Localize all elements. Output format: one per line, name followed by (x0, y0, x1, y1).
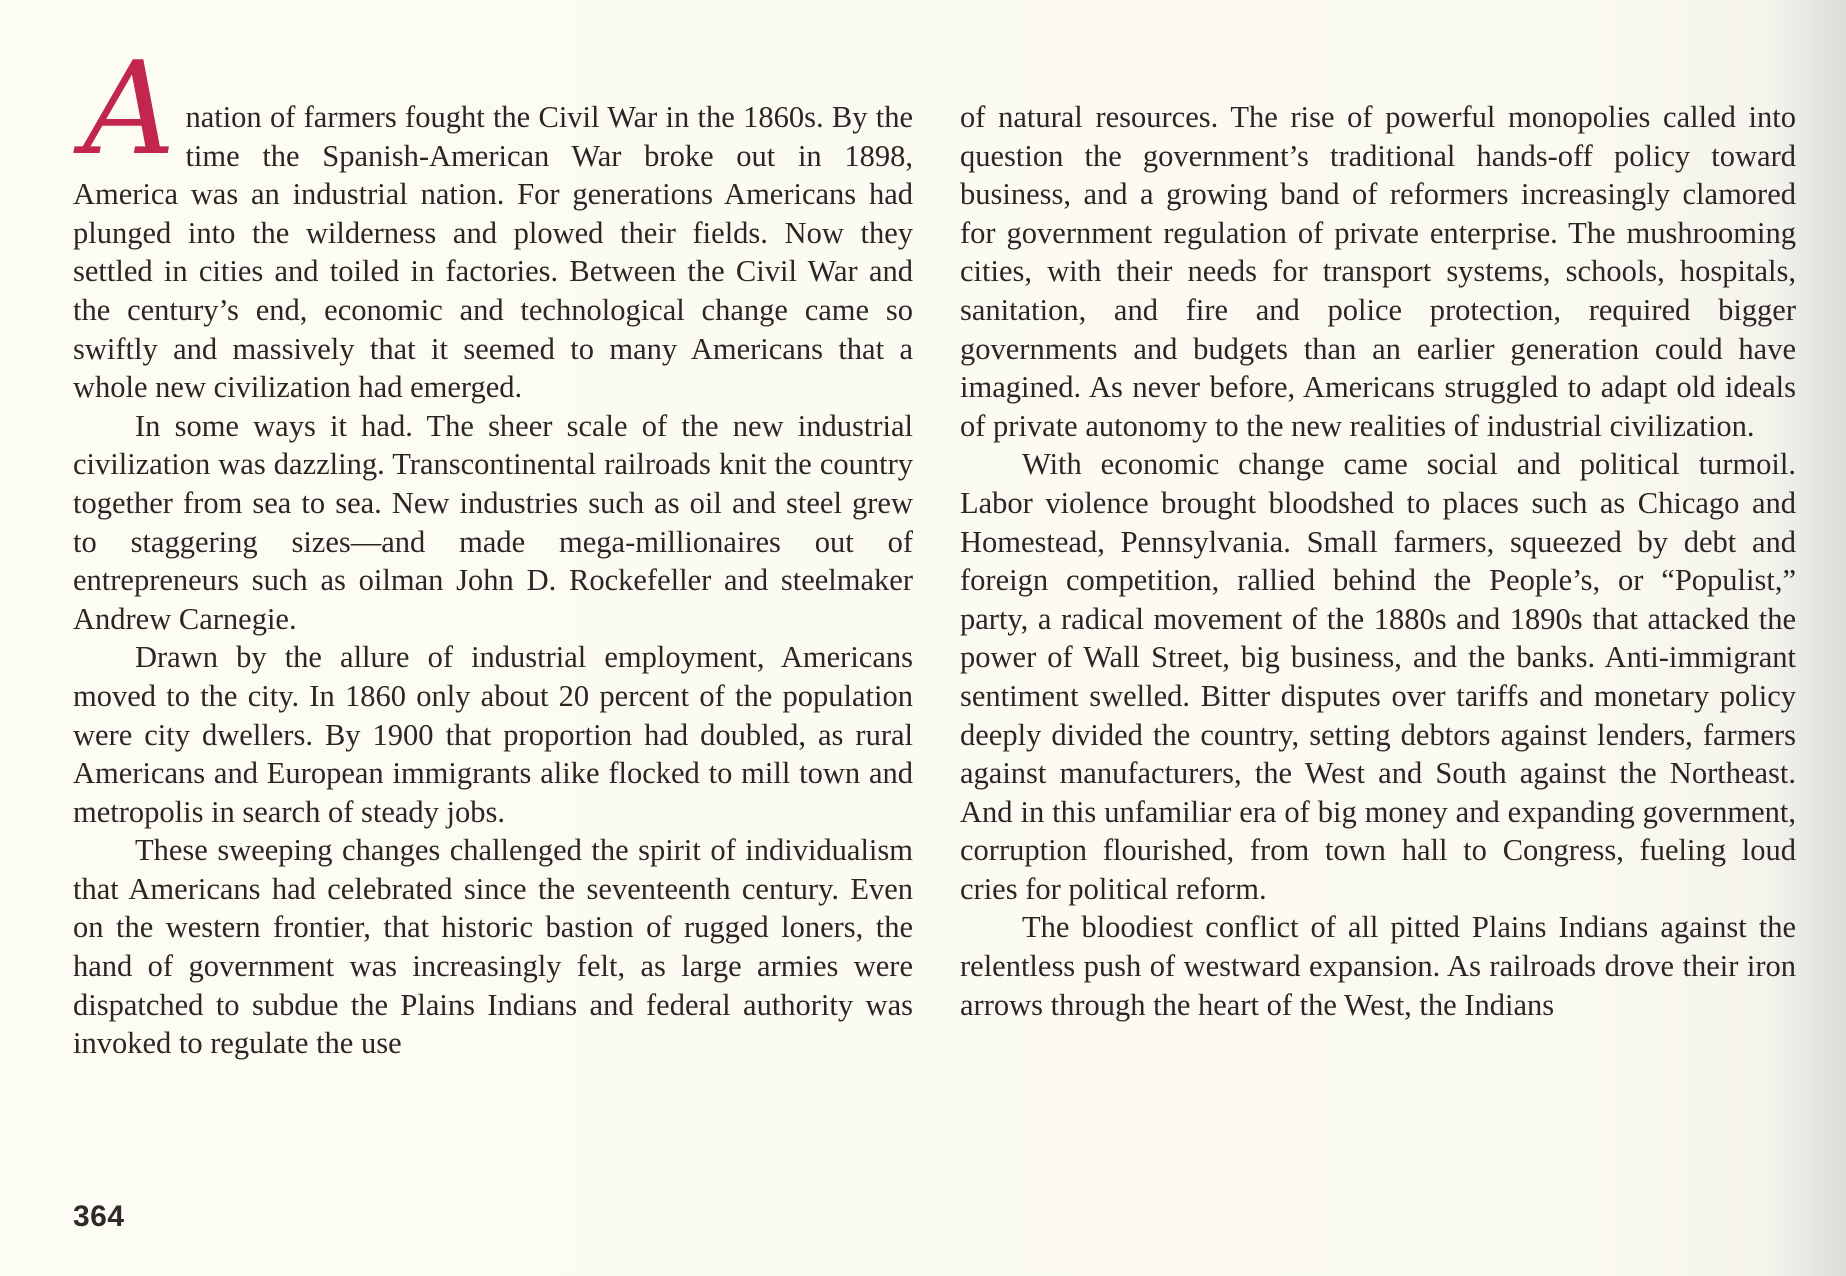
paragraph-5: of natural resources. The rise of powerful monopolies called into question the government’s traditional hands-off policy toward business, and a growing band of reformers increasingly clamored for government regulation of private enterprise. The mushrooming cities, with their needs for transport systems, schools, hospitals, sanitation, and fire and police protection, required bigger governments and budgets than an earlier generation could have imagined. As never before, Americans struggled to adapt old ideals of private autonomy to the new realities of industrial civilization. (960, 100, 1796, 443)
paragraph-1-text: nation of farmers fought the Civil War in the 1860s. By the time the Spanish-American War broke out in 1898, America was an industrial nation. For generations Americans had plunged into the wilderness and plowed their fields. Now they settled in cities and toiled in factories. Between the Civil War and the century’s end, economic and technological change came so swiftly and massively that it seemed to many Americans that a whole new civilization had emerged. (73, 100, 913, 405)
paragraph-2: In some ways it had. The sheer scale of the new industrial civilization was dazzling. Transcontinental railroads knit the country together from sea to sea. New industries such as oil and steel grew to staggering sizes—and made mega-millionaires out of entrepreneurs such as oilman John D. Rockefeller and steelmaker Andrew Carnegie. (73, 408, 913, 636)
paragraph-1 (73, 35, 913, 407)
left-text-column (73, 35, 913, 1063)
page-number: 364 (73, 1200, 125, 1233)
paragraph-6: With economic change came social and political turmoil. Labor violence brought bloodshed to places such as Chicago and Homestead, Pennsylvania. Small farmers, squeezed by debt and foreign competition, rallied behind the People’s, or “Populist,” party, a radical movement of the 1880s and 1890s that attacked the power of Wall Street, big business, and the banks. Anti-immigrant sentiment swelled. Bitter disputes over tariffs and monetary policy deeply divided the country, setting debtors against lenders, farmers against manufacturers, the West and South against the Northeast. And in this unfamiliar era of big money and expanding government, corruption flourished, from town hall to Congress, fueling loud cries for political reform. (960, 447, 1796, 906)
drop-cap-initial: A (83, 35, 176, 184)
right-text-column (960, 98, 1796, 1024)
paragraph-7: The bloodiest conflict of all pitted Plains Indians against the relentless push of westward expansion. As railroads drove their iron arrows through the heart of the West, the Indians (960, 910, 1796, 1022)
paragraph-4: These sweeping changes challenged the spirit of individualism that Americans had celebrated since the seventeenth century. Even on the western frontier, that historic bastion of rugged loners, the hand of government was increasingly felt, as large armies were dispatched to subdue the Plains Indians and federal authority was invoked to regulate the use (73, 833, 913, 1061)
paragraph-3: Drawn by the allure of industrial employment, Americans moved to the city. In 1860 only about 20 percent of the population were city dwellers. By 1900 that proportion had doubled, as rural Americans and European immigrants alike flocked to mill town and metropolis in search of steady jobs. (73, 640, 913, 829)
